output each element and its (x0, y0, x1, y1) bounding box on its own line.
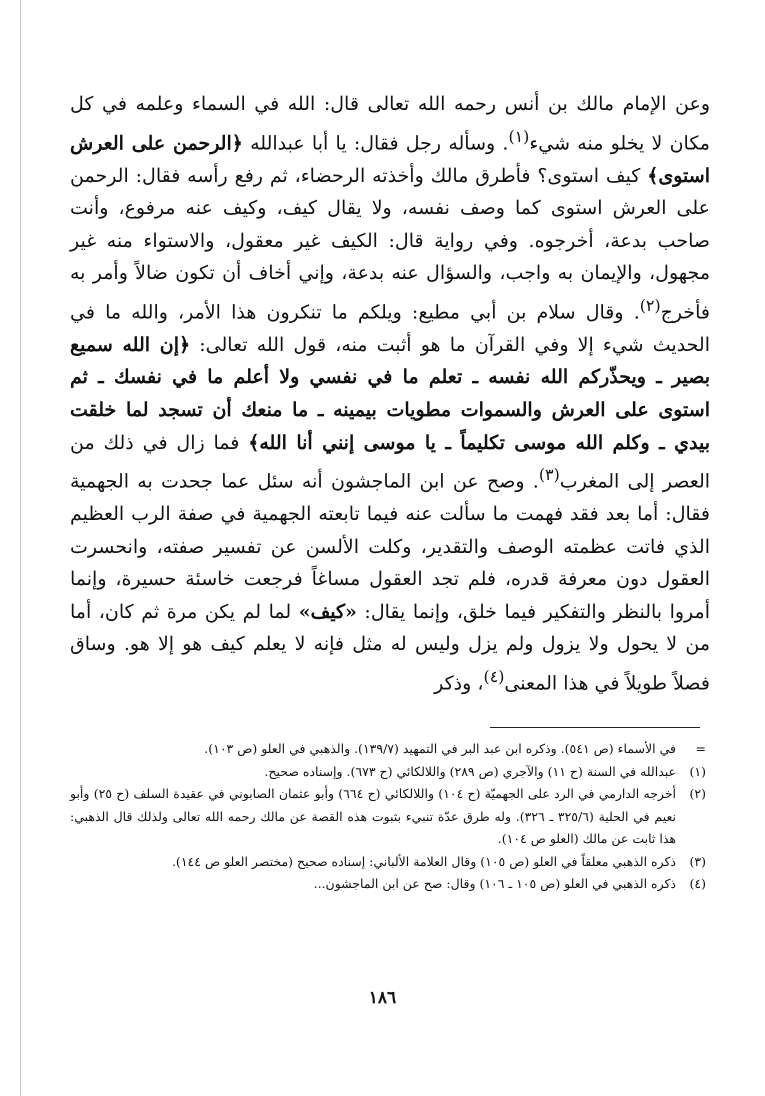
footnote-text: أخرجه الدارمي في الرد على الجهميّة (ح ١٠٤) واللالكائي (ح ٦٦٤) وأبو عثمان الصابوني في عقيدة السلف (ح ٢٥) وأبو نعيم في الحلية (٣٢٥/٦ ـ ٣٢٦). وله طرق عدّة تنبيء بثبوت هذه القصة عن مالك رحمه الله تعالى ولذلك قال الذهبي: هذا ثابت عن مالك (العلو ص ١٠٤). (70, 786, 677, 846)
body-text-1: وعن الإمام مالك بن أنس رحمه الله تعالى قال: الله في السماء وعلمه في كل مكان لا يخلو منه شيء (70, 93, 710, 154)
scan-margin-line (20, 0, 21, 1096)
page-content (70, 88, 710, 700)
footnote-continued (70, 738, 706, 761)
body-text-4: . وقال سلام بن أبي مطيع: ويلكم ما تنكرون هذا الأمر، والله ما في الحديث شيء إلا وفي القرآن ما هو أثبت منه، قول الله تعالى: (70, 301, 711, 356)
footnote-number: = (695, 741, 706, 756)
page-number: ١٨٦ (368, 988, 397, 1008)
footnotes (70, 738, 706, 896)
footnote-4 (70, 873, 706, 896)
footnote-text: ذكره الذهبي في العلو (ص ١٠٥ ـ ١٠٦) وقال: صح عن ابن الماجشون... (313, 876, 676, 891)
footnote-1 (70, 761, 706, 784)
quran-quote-2: ﴿إن الله سميع بصير ـ ويحذّركم الله نفسه ـ تعلم ما في نفسي ولا أعلم ما في نفسك ـ ثم استوى على العرش والسموات مطويات بيمينه ـ ما منعك أن تسجد لما خلقت بيدي ـ وكلم الله موسى تكليماً ـ يا موسى إنني أنا الله﴾ (70, 333, 710, 454)
body-text-3: كيف استوى؟ فأطرق مالك وأخذته الرحضاء، ثم رفع رأسه فقال: الرحمن على العرش استوى كما وصف نفسه، ولا يقال كيف، وكيف عنه مرفوع، وأنت صاحب بدعة، أخرجوه. وفي رواية قال: الكيف غير معقول، والاستواء منه غير مجهول، والإيمان به واجب، والسؤال عنه بدعة، وإني أخاف أن تكون ضالاً وأمر به فأخرج (70, 164, 710, 324)
footnote-3 (70, 851, 706, 874)
footnote-number: (٢) (689, 786, 706, 801)
footnote-separator (490, 727, 700, 728)
body-text-8: ، وذكر (434, 672, 484, 695)
main-paragraph (70, 88, 710, 700)
footnote-marker-4: (٤) (483, 667, 505, 687)
body-text-5: فما زال في ذلك من العصر إلى المغرب (70, 431, 711, 493)
quran-quote-1: ﴿الرحمن على العرش استوى﴾ (70, 131, 710, 187)
footnote-2 (70, 783, 706, 851)
footnote-number: (٤) (689, 876, 706, 891)
footnote-marker-3: (٣) (538, 465, 560, 485)
footnote-marker-1: (١) (508, 126, 530, 146)
kayf-quote: «كيف» (298, 600, 357, 623)
footnote-text: ذكره الذهبي معلقاً في العلو (ص ١٠٥) وقال العلامة الألباني: إسناده صحيح (مختصر العلو ص ١٤٤). (171, 853, 676, 869)
footnote-marker-2: (٢) (639, 295, 661, 315)
body-text-2: . وسأله رجل فقال: يا أبا عبدالله (242, 131, 509, 154)
footnote-number: (١) (689, 763, 706, 779)
body-text-6: . وصح عن ابن الماجشون أنه سئل عما جحدت به الجهمية فقال: أما بعد فقد فهمت ما سألت عنه فيما تابعته الجهمية في صفة الرب العظيم الذي فاتت عظمته الوصف والتقدير، وكلت الألسن عن تفسير صفته، وانحسرت العقول دون معرفة قدره، فلم تجد العقول مساغاً فرجعت خاسئة حسيرة، وإنما أمروا بالنظر والتفكير فيما خلق، وإنما يقال: (70, 470, 710, 623)
footnote-text: عبدالله في السنة (ح ١١) والآجري (ص ٢٨٩) واللالكائي (ح ٦٧٣). وإسناده صحيح. (264, 763, 676, 779)
body-text-7: لما لم يكن مرة ثم كان، أما من لا يحول ولا يزول ولم يزل وليس له مثل فإنه لا يعلم كيف هو إلا هو. وساق فصلاً طويلاً في هذا المعنى (70, 600, 710, 695)
footnote-text: في الأسماء (ص ٥٤١). وذكره ابن عبد البر في التمهيد (١٣٩/٧). والذهبي في العلو (ص ١٠٣). (204, 741, 676, 756)
footnote-number: (٣) (689, 853, 706, 869)
